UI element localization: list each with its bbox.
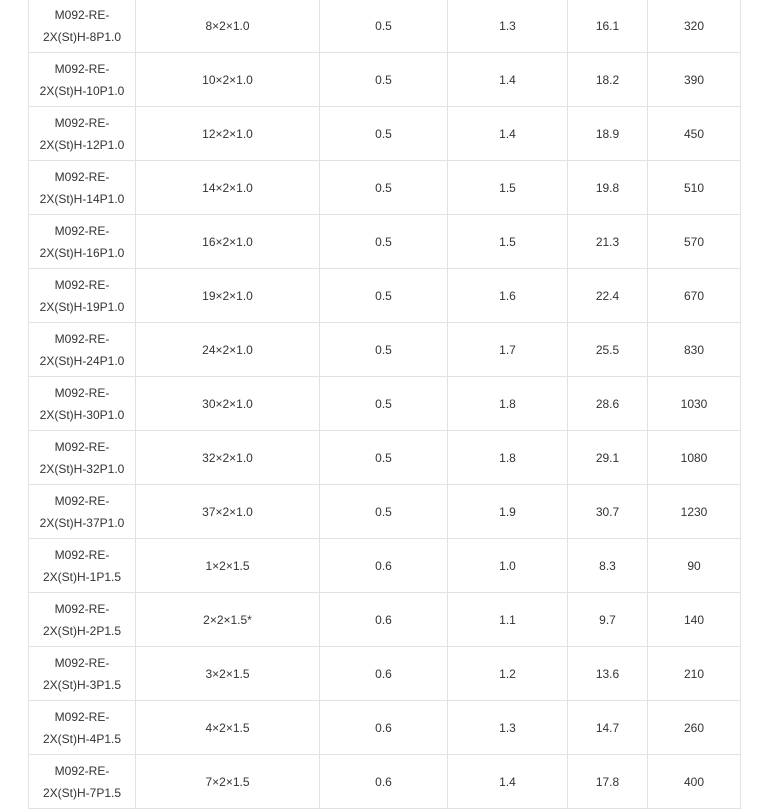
weight-cell: 320 xyxy=(648,0,741,53)
product-code-line: M092-RE- xyxy=(54,331,110,346)
size-cell: 10×2×1.0 xyxy=(136,53,320,107)
product-code-cell xyxy=(29,431,136,485)
insulation-cell: 0.5 xyxy=(320,431,448,485)
diameter-cell: 21.3 xyxy=(568,215,648,269)
size-cell: 2×2×1.5* xyxy=(136,593,320,647)
product-code-line: 2X(St)H-3P1.5 xyxy=(42,677,122,692)
diameter-cell: 19.8 xyxy=(568,161,648,215)
weight-cell: 210 xyxy=(648,647,741,701)
product-code-line: 2X(St)H-16P1.0 xyxy=(39,245,125,260)
diameter-cell: 30.7 xyxy=(568,485,648,539)
product-code-line: M092-RE- xyxy=(54,493,110,508)
product-code-cell xyxy=(29,701,136,755)
diameter-cell: 13.6 xyxy=(568,647,648,701)
product-code-cell xyxy=(29,755,136,809)
size-cell: 14×2×1.0 xyxy=(136,161,320,215)
weight-cell: 1030 xyxy=(648,377,741,431)
sheath-cell: 1.9 xyxy=(448,485,568,539)
size-cell: 4×2×1.5 xyxy=(136,701,320,755)
insulation-cell: 0.5 xyxy=(320,215,448,269)
product-code-line: M092-RE- xyxy=(54,709,110,724)
product-code-line: 2X(St)H-10P1.0 xyxy=(39,83,125,98)
table-row xyxy=(29,377,741,431)
product-code-line: M092-RE- xyxy=(54,385,110,400)
weight-cell: 400 xyxy=(648,755,741,809)
diameter-cell: 9.7 xyxy=(568,593,648,647)
sheath-cell: 1.6 xyxy=(448,269,568,323)
sheath-cell: 1.4 xyxy=(448,107,568,161)
weight-cell: 670 xyxy=(648,269,741,323)
insulation-cell: 0.6 xyxy=(320,755,448,809)
sheath-cell: 1.3 xyxy=(448,701,568,755)
insulation-cell: 0.5 xyxy=(320,107,448,161)
insulation-cell: 0.5 xyxy=(320,485,448,539)
product-code-line: 2X(St)H-4P1.5 xyxy=(42,731,122,746)
insulation-cell: 0.5 xyxy=(320,377,448,431)
diameter-cell: 17.8 xyxy=(568,755,648,809)
table-row xyxy=(29,485,741,539)
sheath-cell: 1.3 xyxy=(448,0,568,53)
diameter-cell: 28.6 xyxy=(568,377,648,431)
diameter-cell: 22.4 xyxy=(568,269,648,323)
sheath-cell: 1.1 xyxy=(448,593,568,647)
size-cell: 30×2×1.0 xyxy=(136,377,320,431)
size-cell: 19×2×1.0 xyxy=(136,269,320,323)
table-row xyxy=(29,107,741,161)
table-row xyxy=(29,0,741,53)
product-code-line: 2X(St)H-37P1.0 xyxy=(39,515,125,530)
product-code-line: 2X(St)H-12P1.0 xyxy=(39,137,125,152)
table-row xyxy=(29,593,741,647)
spec-table-container xyxy=(28,0,740,809)
insulation-cell: 0.6 xyxy=(320,647,448,701)
product-code-cell xyxy=(29,107,136,161)
product-code-cell xyxy=(29,0,136,53)
sheath-cell: 1.7 xyxy=(448,323,568,377)
product-code-line: 2X(St)H-19P1.0 xyxy=(39,299,125,314)
product-code-line: 2X(St)H-8P1.0 xyxy=(42,29,122,44)
table-row xyxy=(29,323,741,377)
product-code-line: 2X(St)H-30P1.0 xyxy=(39,407,125,422)
product-code-cell xyxy=(29,269,136,323)
product-code-cell xyxy=(29,593,136,647)
sheath-cell: 1.8 xyxy=(448,377,568,431)
weight-cell: 1080 xyxy=(648,431,741,485)
table-row xyxy=(29,755,741,809)
insulation-cell: 0.5 xyxy=(320,0,448,53)
product-code-line: M092-RE- xyxy=(54,601,110,616)
product-code-line: M092-RE- xyxy=(54,655,110,670)
sheath-cell: 1.4 xyxy=(448,53,568,107)
size-cell: 3×2×1.5 xyxy=(136,647,320,701)
product-code-cell xyxy=(29,539,136,593)
product-code-cell xyxy=(29,161,136,215)
product-code-cell xyxy=(29,485,136,539)
product-code-line: M092-RE- xyxy=(54,439,110,454)
product-code-line: 2X(St)H-1P1.5 xyxy=(42,569,122,584)
size-cell: 16×2×1.0 xyxy=(136,215,320,269)
sheath-cell: 1.4 xyxy=(448,755,568,809)
cable-spec-table xyxy=(28,0,741,809)
product-code-line: M092-RE- xyxy=(54,115,110,130)
size-cell: 7×2×1.5 xyxy=(136,755,320,809)
diameter-cell: 18.9 xyxy=(568,107,648,161)
product-code-line: M092-RE- xyxy=(54,7,110,22)
product-code-line: 2X(St)H-24P1.0 xyxy=(39,353,125,368)
insulation-cell: 0.5 xyxy=(320,269,448,323)
weight-cell: 1230 xyxy=(648,485,741,539)
size-cell: 24×2×1.0 xyxy=(136,323,320,377)
product-code-line: M092-RE- xyxy=(54,61,110,76)
product-code-cell xyxy=(29,377,136,431)
table-row xyxy=(29,539,741,593)
size-cell: 8×2×1.0 xyxy=(136,0,320,53)
product-code-cell xyxy=(29,647,136,701)
table-row xyxy=(29,701,741,755)
product-code-line: 2X(St)H-14P1.0 xyxy=(39,191,125,206)
product-code-line: M092-RE- xyxy=(54,547,110,562)
size-cell: 12×2×1.0 xyxy=(136,107,320,161)
table-row xyxy=(29,53,741,107)
product-code-line: M092-RE- xyxy=(54,277,110,292)
diameter-cell: 8.3 xyxy=(568,539,648,593)
insulation-cell: 0.6 xyxy=(320,701,448,755)
table-row xyxy=(29,431,741,485)
sheath-cell: 1.2 xyxy=(448,647,568,701)
product-code-line: M092-RE- xyxy=(54,169,110,184)
weight-cell: 260 xyxy=(648,701,741,755)
weight-cell: 390 xyxy=(648,53,741,107)
size-cell: 1×2×1.5 xyxy=(136,539,320,593)
table-row xyxy=(29,647,741,701)
product-code-cell xyxy=(29,53,136,107)
weight-cell: 570 xyxy=(648,215,741,269)
insulation-cell: 0.5 xyxy=(320,323,448,377)
weight-cell: 450 xyxy=(648,107,741,161)
diameter-cell: 25.5 xyxy=(568,323,648,377)
product-code-line: 2X(St)H-2P1.5 xyxy=(42,623,122,638)
insulation-cell: 0.6 xyxy=(320,539,448,593)
product-code-line: 2X(St)H-7P1.5 xyxy=(42,785,122,800)
weight-cell: 510 xyxy=(648,161,741,215)
weight-cell: 830 xyxy=(648,323,741,377)
insulation-cell: 0.5 xyxy=(320,161,448,215)
weight-cell: 140 xyxy=(648,593,741,647)
weight-cell: 90 xyxy=(648,539,741,593)
product-code-cell xyxy=(29,323,136,377)
table-row xyxy=(29,161,741,215)
sheath-cell: 1.0 xyxy=(448,539,568,593)
sheath-cell: 1.5 xyxy=(448,161,568,215)
insulation-cell: 0.6 xyxy=(320,593,448,647)
product-code-line: M092-RE- xyxy=(54,223,110,238)
product-code-line: M092-RE- xyxy=(54,763,110,778)
insulation-cell: 0.5 xyxy=(320,53,448,107)
diameter-cell: 29.1 xyxy=(568,431,648,485)
diameter-cell: 18.2 xyxy=(568,53,648,107)
sheath-cell: 1.8 xyxy=(448,431,568,485)
table-row xyxy=(29,269,741,323)
table-row xyxy=(29,215,741,269)
sheath-cell: 1.5 xyxy=(448,215,568,269)
product-code-cell xyxy=(29,215,136,269)
product-code-line: 2X(St)H-32P1.0 xyxy=(39,461,125,476)
size-cell: 32×2×1.0 xyxy=(136,431,320,485)
size-cell: 37×2×1.0 xyxy=(136,485,320,539)
diameter-cell: 16.1 xyxy=(568,0,648,53)
diameter-cell: 14.7 xyxy=(568,701,648,755)
table-body xyxy=(29,0,741,809)
